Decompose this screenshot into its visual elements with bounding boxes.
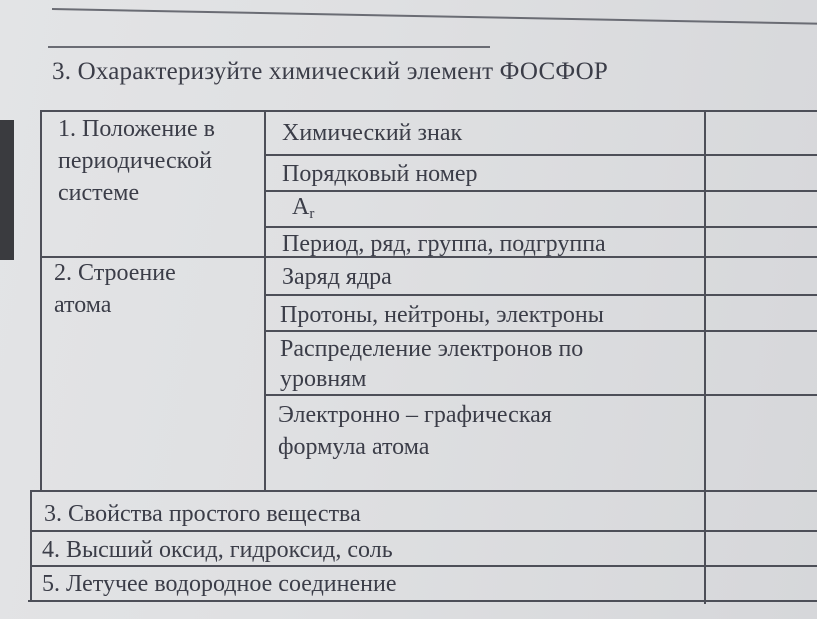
row-divider: [266, 154, 817, 156]
section-divider: [30, 490, 817, 492]
mass-symbol: A: [292, 194, 310, 220]
task-heading: 3. Охарактеризуйте химический элемент ФОСФОР: [52, 58, 608, 85]
row-higher-oxide: 4. Высший оксид, гидроксид, соль: [42, 537, 393, 563]
row-chemical-symbol: Химический знак: [282, 120, 463, 146]
section-label-position-line3: системе: [58, 180, 140, 206]
row-relative-atomic-mass: [292, 191, 314, 230]
row-electron-distribution-line2: уровням: [280, 366, 367, 392]
section-label-position-line1: 1. Положение в: [58, 116, 215, 142]
table-border-left: [40, 110, 42, 490]
table-border-bottom: [28, 600, 817, 602]
table-border-top: [40, 110, 817, 112]
section-label-atom-line1: 2. Строение: [54, 260, 176, 286]
row-divider: [266, 190, 817, 192]
row-electron-distribution-line1: Распределение электронов по: [280, 336, 584, 362]
section-label-atom-line2: атома: [54, 292, 112, 318]
row-particles: Протоны, нейтроны, электроны: [280, 302, 604, 328]
table-border-left-lower: [30, 490, 32, 602]
row-nuclear-charge: Заряд ядра: [282, 264, 392, 290]
row-volatile-hydrogen-compound: 5. Летучее водородное соединение: [42, 571, 397, 597]
row-divider: [266, 294, 817, 296]
label-column-divider: [264, 110, 266, 490]
row-period-group: Период, ряд, группа, подгруппа: [282, 231, 606, 257]
row-electron-formula-line1: Электронно – графическая: [278, 402, 552, 428]
row-atomic-number: Порядковый номер: [282, 161, 478, 187]
mass-subscript: r: [309, 206, 315, 222]
answer-column-divider: [704, 110, 706, 604]
row-electron-formula-line2: формула атома: [278, 434, 430, 460]
row-divider: [30, 530, 817, 532]
section-label-position-line2: периодической: [58, 148, 212, 174]
row-simple-substance-properties: 3. Свойства простого вещества: [44, 501, 361, 527]
